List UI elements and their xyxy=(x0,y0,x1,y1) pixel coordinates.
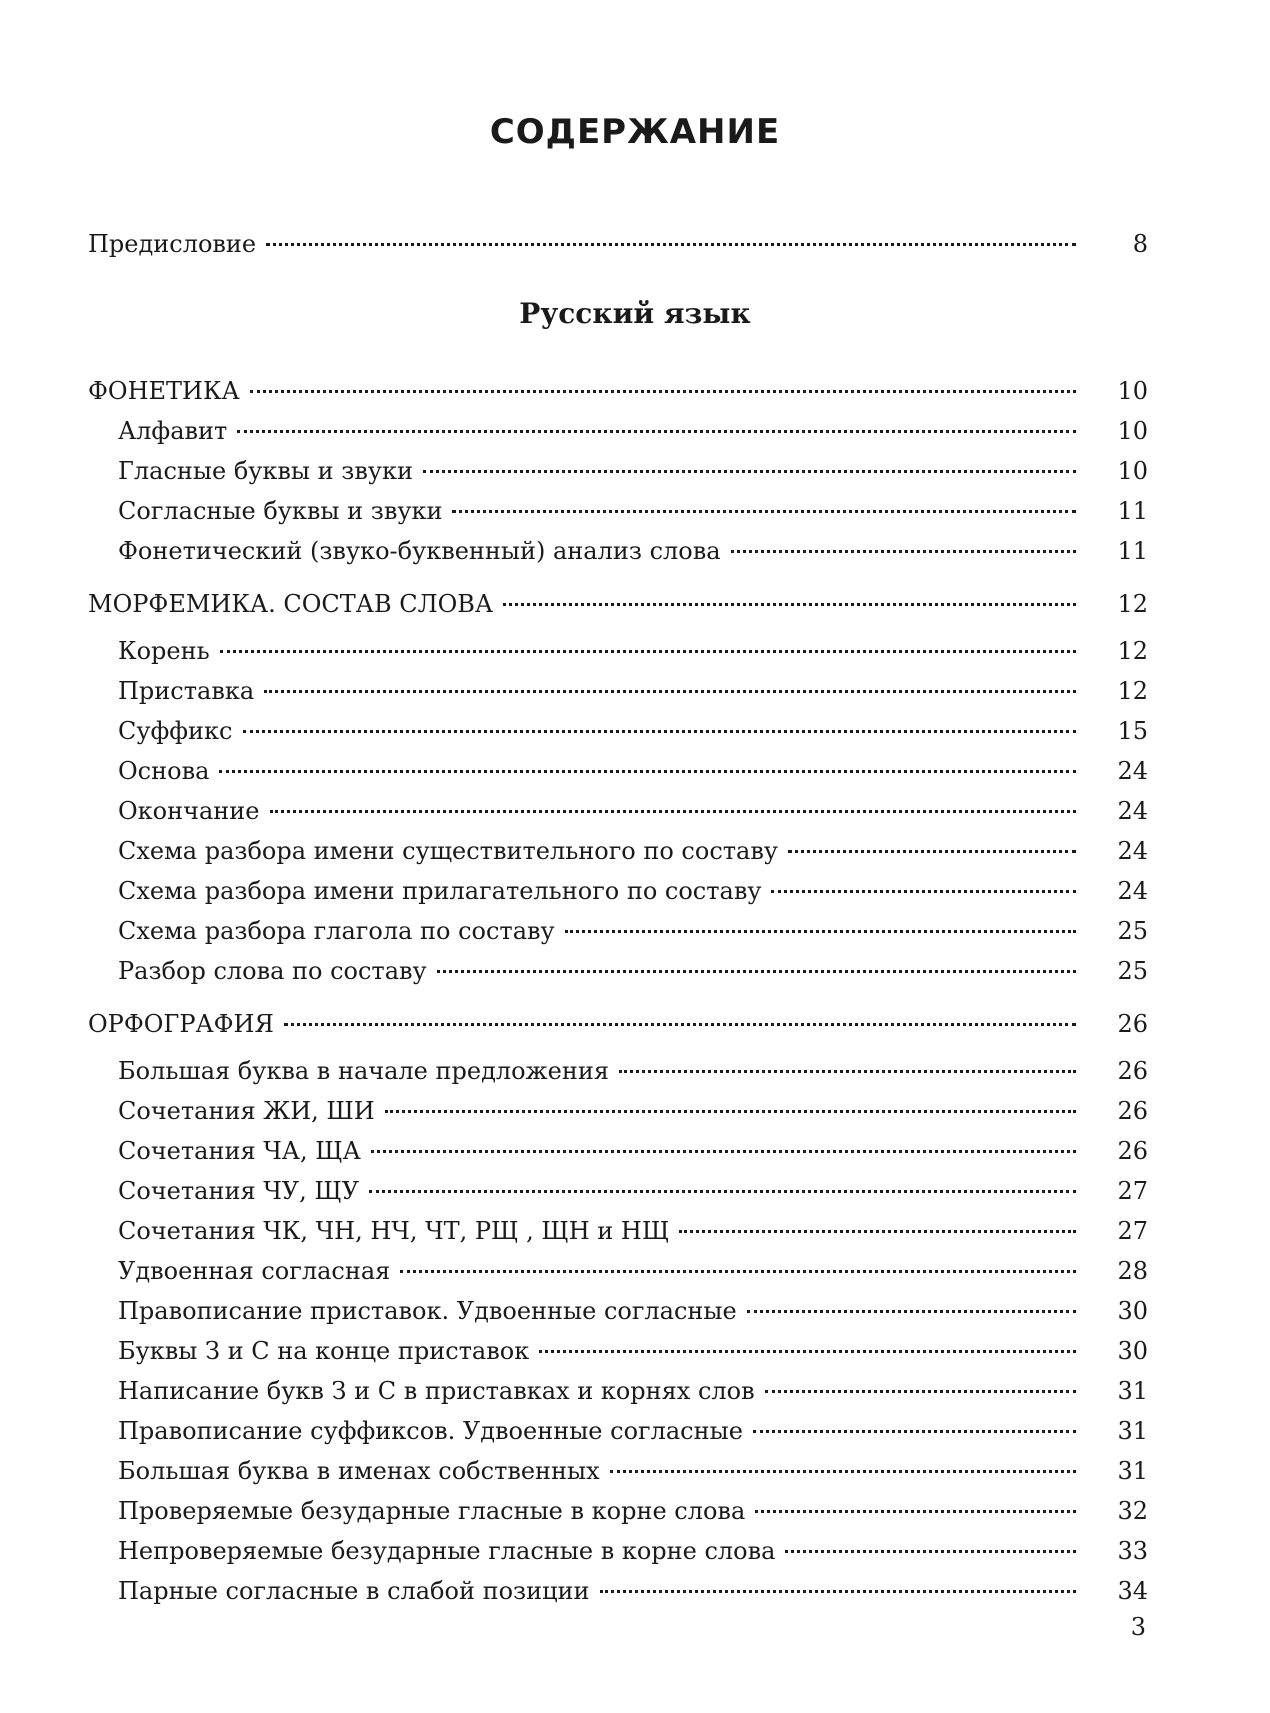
dot-leader xyxy=(264,690,1076,693)
toc-entry[interactable] xyxy=(118,491,1148,531)
toc-entry-label: Правописание приставок. Удвоенные согласные xyxy=(118,1297,737,1325)
toc-entry[interactable] xyxy=(118,951,1148,991)
toc-entry-label: Суффикс xyxy=(118,717,233,745)
toc-entry-label: Предисловие xyxy=(88,230,257,258)
dot-leader xyxy=(753,1430,1076,1433)
toc-entry-label: Сочетания ЧУ, ЩУ xyxy=(118,1177,360,1205)
toc-entry-page: 24 xyxy=(1117,797,1148,825)
toc-entry-label: Сочетания ЧА, ЩА xyxy=(118,1137,361,1165)
toc-entry-label: Схема разбора имени прилагательного по составу xyxy=(118,877,762,905)
toc-entry-page: 27 xyxy=(1117,1217,1148,1245)
toc-entry-label: Буквы З и С на конце приставок xyxy=(118,1337,530,1365)
toc-entry-page: 26 xyxy=(1117,1010,1148,1038)
toc-entry-page: 34 xyxy=(1117,1577,1148,1605)
toc-entry-page: 15 xyxy=(1117,717,1148,745)
toc-entry-label: Большая буква в именах собственных xyxy=(118,1457,600,1485)
dot-leader xyxy=(788,850,1076,853)
dot-leader xyxy=(266,243,1076,246)
toc-chapter[interactable] xyxy=(88,371,1148,411)
toc-entry-label: Непроверяемые безударные гласные в корне слова xyxy=(118,1537,776,1565)
toc-entry-page: 10 xyxy=(1117,377,1148,405)
toc-entry-label: Фонетический (звуко-буквенный) анализ слова xyxy=(118,537,721,565)
dot-leader xyxy=(400,1270,1076,1273)
toc-entry-label: Схема разбора имени существительного по составу xyxy=(118,837,778,865)
toc-entry-label: Сочетания ЧК, ЧН, НЧ, ЧТ, РЩ , ЩН и НЩ xyxy=(118,1217,670,1245)
toc-entry-page: 12 xyxy=(1117,590,1148,618)
toc-entry[interactable] xyxy=(118,1531,1148,1571)
dot-leader xyxy=(423,470,1076,473)
dot-leader xyxy=(747,1310,1076,1313)
toc-entry[interactable] xyxy=(118,1451,1148,1491)
toc-entry[interactable] xyxy=(118,1571,1148,1611)
toc-entry-label: Парные согласные в слабой позиции xyxy=(118,1577,590,1605)
toc-entry-label: МОРФЕМИКА. СОСТАВ СЛОВА xyxy=(88,590,494,618)
toc-entry-label: Разбор слова по составу xyxy=(118,957,427,985)
page-number: 3 xyxy=(1130,1613,1146,1641)
toc-entry[interactable] xyxy=(118,791,1148,831)
toc-entry-page: 25 xyxy=(1117,917,1148,945)
toc-entry-page: 10 xyxy=(1117,417,1148,445)
toc-entry[interactable] xyxy=(118,1131,1148,1171)
toc-entry-page: 26 xyxy=(1117,1057,1148,1085)
dot-leader xyxy=(220,650,1076,653)
toc-entry[interactable] xyxy=(118,1411,1148,1451)
dot-leader xyxy=(755,1510,1076,1513)
toc-entry[interactable] xyxy=(118,711,1148,751)
toc-entry[interactable] xyxy=(118,1291,1148,1331)
toc-chapter[interactable] xyxy=(88,1004,1148,1044)
toc-entry-page: 30 xyxy=(1117,1297,1148,1325)
toc-entry-label: ФОНЕТИКА xyxy=(88,377,240,405)
toc-entry[interactable] xyxy=(118,1211,1148,1251)
dot-leader xyxy=(679,1230,1076,1233)
toc-entry[interactable] xyxy=(118,1051,1148,1091)
toc-entry[interactable] xyxy=(118,671,1148,711)
toc-entry-page: 33 xyxy=(1117,1537,1148,1565)
dot-leader xyxy=(731,550,1076,553)
dot-leader xyxy=(250,390,1076,393)
dot-leader xyxy=(437,970,1076,973)
dot-leader xyxy=(243,730,1077,733)
dot-leader xyxy=(619,1070,1076,1073)
toc-entry-label: Приставка xyxy=(118,677,255,705)
dot-leader xyxy=(600,1590,1076,1593)
dot-leader xyxy=(610,1470,1076,1473)
toc-entry-page: 26 xyxy=(1117,1137,1148,1165)
toc-entry[interactable] xyxy=(118,1371,1148,1411)
toc-entry[interactable] xyxy=(118,911,1148,951)
toc-entry-page: 24 xyxy=(1117,837,1148,865)
toc-entry-page: 10 xyxy=(1117,457,1148,485)
dot-leader xyxy=(219,770,1076,773)
toc-entry[interactable] xyxy=(118,831,1148,871)
dot-leader xyxy=(385,1110,1076,1113)
toc-entry-page: 25 xyxy=(1117,957,1148,985)
dot-leader xyxy=(503,603,1076,606)
toc-entry-page: 26 xyxy=(1117,1097,1148,1125)
toc-entry-label: Большая буква в начале предложения xyxy=(118,1057,609,1085)
toc-entry-label: Проверяемые безударные гласные в корне слова xyxy=(118,1497,746,1525)
dot-leader xyxy=(565,930,1076,933)
dot-leader xyxy=(539,1350,1076,1353)
toc-entry-page: 30 xyxy=(1117,1337,1148,1365)
toc-entry[interactable] xyxy=(118,1091,1148,1131)
toc-entry-page: 12 xyxy=(1117,677,1148,705)
section-heading: Русский язык xyxy=(519,297,751,330)
toc-entry-page: 24 xyxy=(1117,757,1148,785)
toc-entry-page: 31 xyxy=(1117,1377,1148,1405)
dot-leader xyxy=(237,430,1076,433)
dot-leader xyxy=(765,1390,1076,1393)
toc-entry[interactable] xyxy=(118,1171,1148,1211)
dot-leader xyxy=(371,1150,1076,1153)
toc-entry-page: 27 xyxy=(1117,1177,1148,1205)
dot-leader xyxy=(452,510,1076,513)
toc-entry-label: Удвоенная согласная xyxy=(118,1257,391,1285)
toc-entry-page: 11 xyxy=(1117,537,1148,565)
toc-entry[interactable] xyxy=(118,1491,1148,1531)
dot-leader xyxy=(771,890,1076,893)
dot-leader xyxy=(369,1190,1076,1193)
toc-entry[interactable] xyxy=(118,411,1148,451)
toc-entry-label: Правописание суффиксов. Удвоенные согласные xyxy=(118,1417,743,1445)
dot-leader xyxy=(270,810,1077,813)
toc-entry-page: 24 xyxy=(1117,877,1148,905)
toc-entry-label: Алфавит xyxy=(118,417,228,445)
page-title: СОДЕРЖАНИЕ xyxy=(489,112,781,152)
toc-entry-label: Корень xyxy=(118,637,210,665)
toc-entry-label: Окончание xyxy=(118,797,260,825)
toc-entry-page: 12 xyxy=(1117,637,1148,665)
toc-entry-page: 31 xyxy=(1117,1457,1148,1485)
toc-entry-preface[interactable] xyxy=(88,224,1148,264)
toc-entry-page: 32 xyxy=(1117,1497,1148,1525)
toc-entry[interactable] xyxy=(118,531,1148,571)
dot-leader xyxy=(785,1550,1076,1553)
toc-entry-page: 28 xyxy=(1117,1257,1148,1285)
toc-entry-label: ОРФОГРАФИЯ xyxy=(88,1010,274,1038)
toc-entry[interactable] xyxy=(118,1251,1148,1291)
toc-entry-label: Схема разбора глагола по составу xyxy=(118,917,555,945)
toc-entry[interactable] xyxy=(118,451,1148,491)
toc-entry-label: Гласные буквы и звуки xyxy=(118,457,413,485)
toc-entry-page: 11 xyxy=(1117,497,1148,525)
toc-entry-label: Согласные буквы и звуки xyxy=(118,497,443,525)
dot-leader xyxy=(284,1023,1076,1026)
toc-entry-page: 8 xyxy=(1132,230,1148,258)
toc-entry-label: Сочетания ЖИ, ШИ xyxy=(118,1097,375,1125)
toc-entry[interactable] xyxy=(118,1331,1148,1371)
toc-entry[interactable] xyxy=(118,631,1148,671)
toc-entry[interactable] xyxy=(118,871,1148,911)
toc-entry-label: Написание букв З и С в приставках и корнях слов xyxy=(118,1377,755,1405)
toc-entry-label: Основа xyxy=(118,757,210,785)
toc-entry-page: 31 xyxy=(1117,1417,1148,1445)
toc-chapter[interactable] xyxy=(88,584,1148,624)
toc-entry[interactable] xyxy=(118,751,1148,791)
